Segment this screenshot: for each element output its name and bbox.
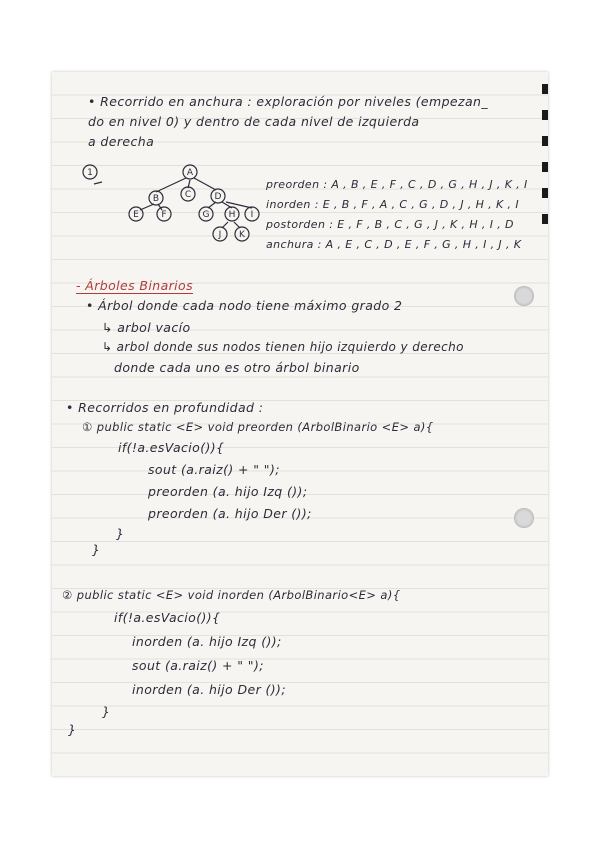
- punch-hole-bottom: [514, 508, 534, 528]
- tree-node-label: G: [202, 210, 210, 220]
- code-line: ② public static <E> void inorden (ArbolBinario<E> a){: [62, 588, 401, 602]
- note-line: ↳ arbol donde sus nodos tienen hijo izquierdo y derecho: [102, 340, 464, 354]
- punch-hole-top: [514, 286, 534, 306]
- note-line: ↳ arbol vacío: [102, 320, 191, 335]
- tree-node-label: K: [239, 230, 245, 240]
- note-line: do en nivel 0) y dentro de cada nivel de izquierda: [88, 114, 420, 129]
- code-line: }: [116, 526, 125, 541]
- tree-node-label: I: [250, 210, 254, 220]
- code-line: ① public static <E> void preorden (ArbolBinario <E> a){: [82, 420, 434, 434]
- note-line: • Recorridos en profundidad :: [66, 400, 264, 415]
- tree-node-label: E: [133, 210, 139, 220]
- tree-diagram: [82, 158, 252, 248]
- edge-mark: [542, 136, 548, 146]
- code-line: sout (a.raiz() + " ");: [148, 462, 280, 477]
- section-title: - Árboles Binarios: [76, 278, 194, 293]
- code-line: sout (a.raiz() + " ");: [132, 658, 264, 673]
- note-line: a derecha: [88, 134, 155, 149]
- code-line: inorden (a. hijo Der ());: [132, 682, 286, 697]
- code-line: inorden (a. hijo Izq ());: [132, 634, 282, 649]
- code-line: }: [92, 542, 101, 557]
- traversal-anchura: anchura : A , E , C , D , E , F , G , H , I , J , K: [266, 238, 522, 251]
- code-line: if(!a.esVacio()){: [118, 440, 225, 455]
- traversal-postorden: postorden : E , F , B , C , G , J , K , H , I , D: [266, 218, 514, 231]
- tree-node-label: H: [228, 210, 236, 220]
- code-line: }: [102, 704, 111, 719]
- code-line: preorden (a. hijo Der ());: [148, 506, 312, 521]
- note-line: • Recorrido en anchura : exploración por niveles (empezan_: [88, 94, 489, 109]
- traversal-inorden: inorden : E , B , F , A , C , G , D , J , H , K , I: [266, 198, 519, 211]
- notebook-page: [52, 72, 548, 776]
- tree-node-label: B: [152, 194, 160, 204]
- edge-mark: [542, 84, 548, 94]
- tree-node-label: J: [218, 230, 222, 240]
- code-line: preorden (a. hijo Izq ());: [148, 484, 308, 499]
- traversal-preorden: preorden : A , B , E , F , C , D , G , H , J , K , I: [266, 178, 528, 191]
- tree-node-label: C: [184, 190, 192, 200]
- edge-mark: [542, 188, 548, 198]
- tree-marker: 1: [87, 168, 93, 178]
- code-line: }: [68, 722, 77, 737]
- edge-mark: [542, 110, 548, 120]
- tree-node-label: A: [186, 168, 194, 178]
- note-line: • Árbol donde cada nodo tiene máximo grado 2: [86, 298, 403, 313]
- note-line: donde cada uno es otro árbol binario: [114, 360, 360, 375]
- edge-mark: [542, 214, 548, 224]
- code-line: if(!a.esVacio()){: [114, 610, 221, 625]
- edge-mark: [542, 162, 548, 172]
- tree-node-label: D: [214, 192, 222, 202]
- tree-node-label: F: [161, 210, 167, 220]
